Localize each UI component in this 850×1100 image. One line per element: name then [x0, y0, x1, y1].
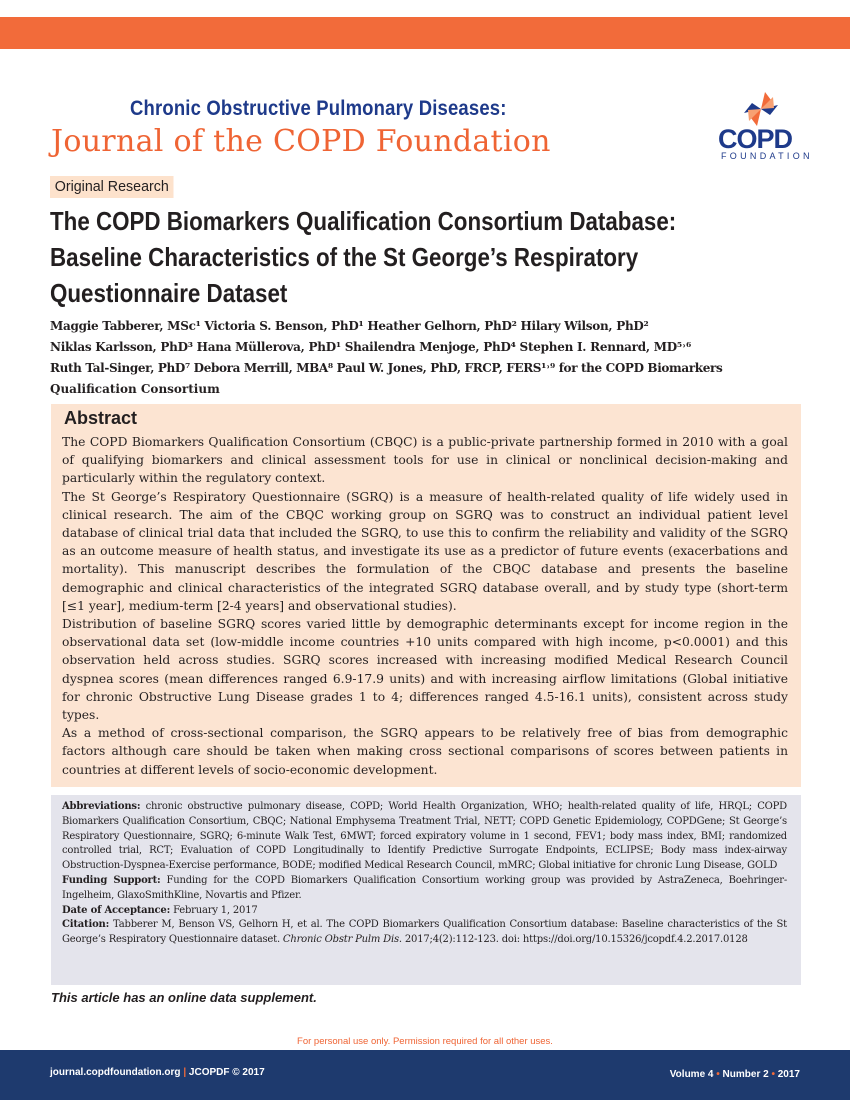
funding: [62, 874, 787, 904]
abstract-paragraph: The COPD Biomarkers Qualification Consortium (CBQC) is a public-private partnership formed in 2010 with a goal of qualifying biomarkers and clinical assessment tools for use in clinical or nonclinical decision-making and particularly within the regulatory context.: [62, 435, 788, 486]
citation-doi[interactable]: 2017;4(2):112-123. doi: https://doi.org/10.15326/jcopdf.4.2.2017.0128: [404, 934, 748, 946]
article-info-body: [62, 800, 787, 948]
abbreviations: [62, 800, 787, 874]
author-line: Maggie Tabberer, MSc¹ Victoria S. Benson, PhD¹ Heather Gelhorn, PhD² Hilary Wilson, PhD²: [50, 319, 649, 333]
footer-separator: |: [183, 1067, 187, 1078]
author-line: Niklas Karlsson, PhD³ Hana Müllerova, PhD¹ Shailendra Menjoge, PhD⁴ Stephen I. Rennard, MD⁵˒⁶: [50, 340, 691, 354]
abstract-paragraph: The St George’s Respiratory Questionnaire (SGRQ) is a measure of health-related quality of life widely used in clinical research. The aim of the CBQC working group on SGRQ was to construct an individual patient level database of clinical trial data that included the SGRQ, to use this to confirm the reliability and validity of the SGRQ as an outcome measure of health status, and investigate its use as a predictor of future events (exacerbations and mortality). This manuscript describes the formulation of the CBQC database and presents the baseline demographic and clinical characteristics of the integrated SGRQ database overall, and by study type (short-term [≤1 year], medium-term [2-4 years] and observational studies).: [62, 489, 788, 613]
author-line: Ruth Tal-Singer, PhD⁷ Debora Merrill, MBA⁸ Paul W. Jones, PhD, FRCP, FERS¹˒⁹ for the COPD Biomarkers: [50, 361, 723, 375]
acceptance-text: February 1, 2017: [173, 904, 258, 916]
footer-bullet: •: [716, 1069, 720, 1080]
title-line: Questionnaire Dataset: [50, 278, 288, 308]
footer-bar: [0, 1050, 850, 1100]
funding-label: Funding Support:: [62, 874, 161, 886]
section-tag: Original Research: [50, 176, 174, 198]
footer-bullet: •: [771, 1069, 775, 1080]
footer-volume: Volume 4: [669, 1069, 714, 1080]
title-line: The COPD Biomarkers Qualification Consortium Database:: [50, 206, 677, 236]
permission-note: For personal use only. Permission required for all other uses.: [297, 1036, 553, 1047]
abstract-heading: Abstract: [64, 408, 138, 428]
citation-journal: Chronic Obstr Pulm Dis.: [282, 934, 402, 946]
funding-text: Funding for the COPD Biomarkers Qualification Consortium working group was provided by AstraZeneca, Boehringer-Ingelheim, GlaxoSmithKline, Novartis and Pfizer.: [62, 874, 788, 901]
citation-label: Citation:: [62, 919, 110, 931]
footer-copyright: JCOPDF © 2017: [188, 1067, 265, 1078]
article-info-box: [51, 795, 801, 985]
page-number: 112: [23, 0, 43, 14]
abstract-paragraph: Distribution of baseline SGRQ scores varied little by demographic determinants except for income region in the observational data set (low-middle income countries +10 units compared with high income, p<0.0001) and this observation held across studies. SGRQ scores increased with increasing modified Medical Research Council dyspnea scores (mean differences ranged 6.9-17.9 units) and with increasing airflow limitations (Global initiative for chronic Obstructive Lung Disease grades 1 to 4; differences ranged 4.5-16.1 units), consistent across study types.: [62, 617, 788, 723]
footer-issue: [670, 1069, 800, 1080]
author-line: Qualification Consortium: [50, 382, 220, 396]
abstract-box: [51, 404, 801, 787]
journal-subtitle: Chronic Obstructive Pulmonary Diseases:: [130, 97, 507, 120]
acceptance-date: [62, 904, 787, 919]
top-color-bar: [0, 17, 850, 49]
abstract-paragraph: As a method of cross-sectional comparison, the SGRQ appears to be relatively free of bias from demographic factors although care should be taken when making cross sectional comparisons of scores between patients in countries at different levels of socio-economic development.: [62, 726, 788, 777]
footer-number: Number 2: [722, 1069, 769, 1080]
acceptance-label: Date of Acceptance:: [62, 904, 171, 916]
author-list: [50, 316, 810, 400]
supplement-note: This article has an online data supplement.: [51, 990, 317, 1005]
citation-text: Tabberer M, Benson VS, Gelhorn H, et al. The COPD Biomarkers Qualification Consortium database: Baseline characteristics of the St George’s Respiratory Questionnaire dataset.: [62, 919, 787, 946]
footer-year: 2017: [777, 1069, 800, 1080]
title-line: Baseline Characteristics of the St George’s Respiratory: [50, 242, 639, 272]
abbreviations-label: Abbreviations:: [62, 801, 141, 812]
abstract-body: [62, 433, 788, 779]
abbreviations-text: chronic obstructive pulmonary disease, COPD; World Health Organization, WHO; health-related quality of life, HRQL; COPD Biomarkers Qualification Consortium, CBQC; National Emphysema Treatment Trial, NETT; COPD Genetic Epidemiology, COPDGene; St George’s Respiratory Questionnaire, SGRQ; 6-minute Walk Test, 6MWT; forced expiratory volume in 1 second, FEV1; body mass index, BMI; randomized controlled trial, RCT; Evaluation of COPD Longitudinally to Identify Predictive Surrogate Endpoints, ECLIPSE; Body mass index-airway Obstruction-Dyspnea-Exercise performance, BODE; modified Medical Research Council, mMRC; Global initiative for chronic Lung Disease, GOLD: [62, 801, 787, 872]
logo-foundation-text: FOUNDATION: [721, 151, 813, 161]
footer-left: [50, 1067, 265, 1078]
article-title: [50, 203, 704, 311]
logo-wordmark: COPD: [718, 124, 793, 154]
journal-title: Journal of the COPD Foundation: [51, 124, 551, 159]
footer-site-link[interactable]: journal.copdfoundation.org: [50, 1067, 181, 1078]
citation: [62, 918, 787, 948]
